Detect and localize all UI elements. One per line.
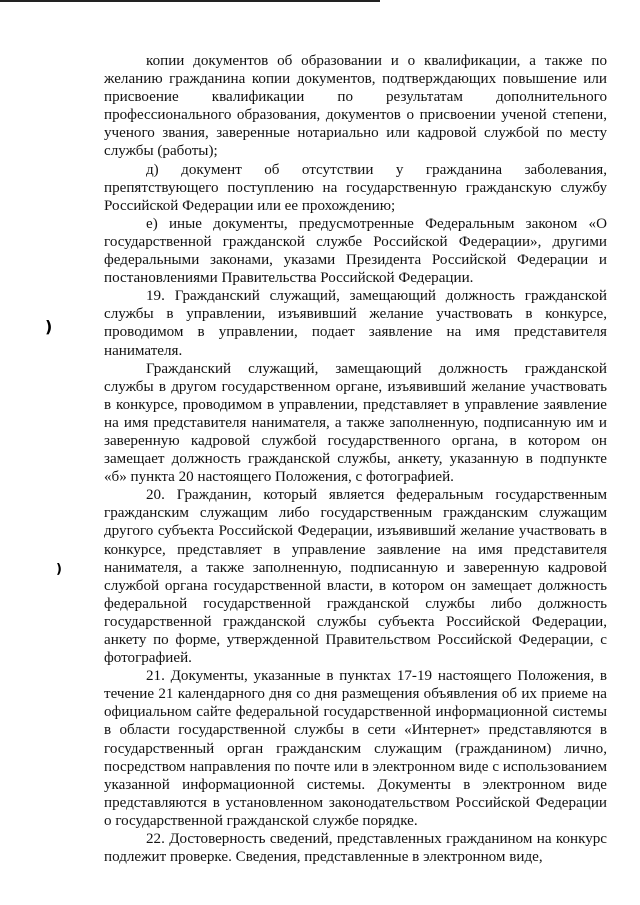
paragraph-item-d: д) документ об отсутствии у гражданина заболевания, препятствующего поступлению на государственную гражданскую службу Российской Федерации или ее прохождению;: [104, 161, 607, 214]
paragraph-19-continued: Гражданский служащий, замещающий должность гражданской службы в другом государственном органе, изъявивший желание участвовать в конкурсе, проводимом в управлении, представляет в управление заявление на имя представителя нанимателя, а также заполненную, подписанную им и заверенную кадровой службой государственного органа, в котором он замещает должность гражданской службы, анкету, указанную в подпункте «б» пункта 20 настоящего Положения, с фотографией.: [104, 360, 607, 486]
paragraph-22: 22. Достоверность сведений, представленных гражданином на конкурс подлежит проверке. Сведения, представленные в электронном виде,: [104, 831, 607, 866]
top-rule: [0, 0, 380, 2]
paragraph-21: 21. Документы, указанные в пунктах 17-19 настоящего Положения, в течение 21 календарного дня со дня размещения объявления об их приеме на официальном сайте федеральной государственной информационной системы в области государственной службы в сети «Интернет» представляются в государственный орган гражданским служащим (гражданином) лично, посредством направления по почте или в электронном виде с использованием указанной информационной системы. Документы в электронном виде представляются в установленном законодательством Российской Федерации о государственной гражданской службе порядке.: [104, 668, 607, 829]
document-page: [104, 52, 607, 866]
margin-bracket-mark: ): [45, 317, 53, 336]
paragraph-19: 19. Гражданский служащий, замещающий должность гражданской службы в управлении, изъявивший желание участвовать в конкурсе, проводимом в управлении, подает заявление на имя представителя нанимателя.: [104, 288, 607, 359]
paragraph-education-copies: копии документов об образовании и о квалификации, а также по желанию гражданина копии документов, подтверждающих повышение или присвоение квалификации по результатам дополнительного профессионального образования, документов о присвоении ученой степени, ученого звания, заверенные нотариально или кадровой службой по месту службы (работы);: [104, 53, 607, 160]
margin-bracket-mark: ): [56, 562, 62, 577]
paragraph-20: 20. Гражданин, который является федеральным государственным гражданским служащим либо государственным гражданским служащим другого субъекта Российской Федерации, изъявивший желание участвовать в конкурсе, представляет в управление заявление на имя представителя нанимателя, а также заполненную, подписанную и заверенную кадровой службой органа государственной власти, в котором он замещает должность федеральной государственной гражданской службы либо должность государственной гражданской службы субъекта Российской Федерации, анкету по форме, утвержденной Правительством Российской Федерации, с фотографией.: [104, 487, 607, 667]
paragraph-item-e: е) иные документы, предусмотренные Федеральным законом «О государственной гражданской службе Российской Федерации», другими федеральными законами, указами Президента Российской Федерации и постановлениями Правительства Российской Федерации.: [104, 215, 607, 287]
